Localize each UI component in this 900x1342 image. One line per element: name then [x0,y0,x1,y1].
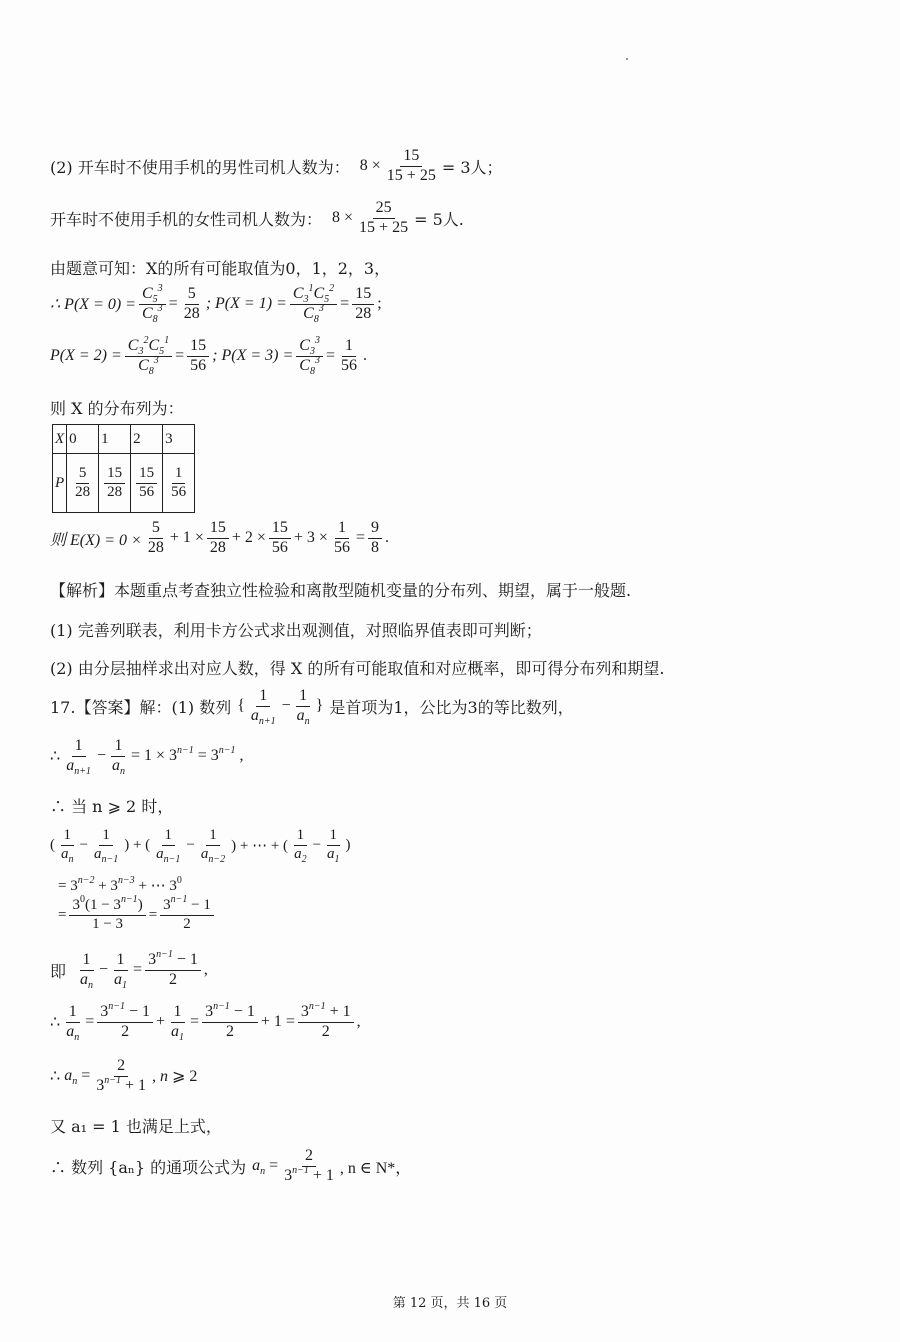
eq-geometric-sum: = $\frac{3^0(1 - 3^{n-1})}{1 - 3}$ = $\frac{3^{n-1} - 1}{2}$ [58,898,217,933]
eq-geometric-terms: = $3^{n-2} + 3^{n-3}$ + ⋯ $3^0$ [58,875,182,894]
line-prob-0-1: ∴ P(X = 0) = $\frac{C_5^3}{C_8^3}$ = $\frac{5}{28}$ ; P(X = 1) = $\frac{C_3^1C_5^2}{C_8^3}$ = $\frac{15}{28}$ ; [50,283,382,325]
line-general-formula: ∴ 数列 {aₙ} 的通项公式为 $a_n$ = $\frac{2}{3^{n-1} + 1}$ , n ∈ N*， [50,1147,412,1184]
eq-ji: 即 $\frac{1}{a_n}$ − $\frac{1}{a_1}$ = $\frac{3^{n-1} - 1}{2}$ , [50,949,208,991]
line-male-drivers: (2) 开车时不使用手机的男性司机人数为： 8 × $\frac{15}{15 + 25}$ = 3人； [50,147,503,184]
line-possible-values: 由题意可知：X的所有可能取值为0，1，2，3， [50,259,391,278]
line-distribution-intro: 则 X 的分布列为： [50,399,184,418]
table-row: X 0 1 2 3 [53,425,195,454]
line-expectation: 则 E(X) = 0 × $\frac{5}{28}$ + 1 × $\frac{15}{28}$ + 2 × $\frac{15}{56}$ + 3 × $\frac{1}{56}$ = $\frac{9}{8}$ . [50,519,389,556]
eq-telescoping-sum: ( $\frac{1}{a_n}$ − $\frac{1}{a_{n-1}}$ ) + ( $\frac{1}{a_{n-1}}$ − $\frac{1}{a_{n-2}}$ ) + ⋯ + ( $\frac{1}{a_2}$ − $\frac{1}{a_1}$ ) [50,827,351,865]
analysis-part2: (2) 由分层抽样求出对应人数，得 X 的所有可能取值和对应概率，即可得分布列和期望. [50,659,665,678]
line-when-n: ∴ 当 n ⩾ 2 时， [50,797,174,816]
eq-difference: ∴ $\frac{1}{a_{n+1}}$ − $\frac{1}{a_n}$ = $1 \times 3^{n-1} = 3^{n-1}$ , [50,737,244,777]
line-female-drivers: 开车时不使用手机的女性司机人数为： 8 × $\frac{25}{15 + 25}$ = 5人. [50,199,464,236]
eq-an: ∴ $a_n$ = $\frac{2}{3^{n-1} + 1}$ , n ⩾ 2 [50,1057,198,1094]
page-footer: 第 12 页，共 16 页 [392,1296,508,1311]
line-a1-check: 又 a₁ = 1 也满足上式， [50,1117,222,1136]
line-prob-2-3: P(X = 2) = $\frac{C_3^2C_5^1}{C_8^3}$ = $\frac{15}{56}$ ; P(X = 3) = $\frac{C_3^3}{C_8^3}$ = $\frac{1}{56}$ . [50,335,367,377]
analysis-text: 【解析】本题重点考查独立性检验和离散型随机变量的分布列、期望，属于一般题. [50,581,632,600]
table-row: P $\frac{5}{28}$ $\frac{15}{28}$ $\frac{15}{56}$ $\frac{1}{56}$ [53,454,195,513]
analysis-part1: (1) 完善列联表，利用卡方公式求出观测值，对照临界值表即可判断； [50,621,542,640]
eq-reciprocal-an: ∴ $\frac{1}{a_n}$ = $\frac{3^{n-1} - 1}{2}$ + $\frac{1}{a_1}$ = $\frac{3^{n-1} - 1}{2}$ + 1 = $\frac{3^{n-1} + 1}{2}$ , [50,1001,361,1043]
scan-speck [626,58,628,60]
q17-answer-lead: 17.【答案】解：(1) 数列 { $\frac{1}{a_{n+1}}$ − $\frac{1}{a_n}$ } 是首项为1，公比为3的等比数列， [50,687,574,727]
distribution-table [52,424,195,513]
